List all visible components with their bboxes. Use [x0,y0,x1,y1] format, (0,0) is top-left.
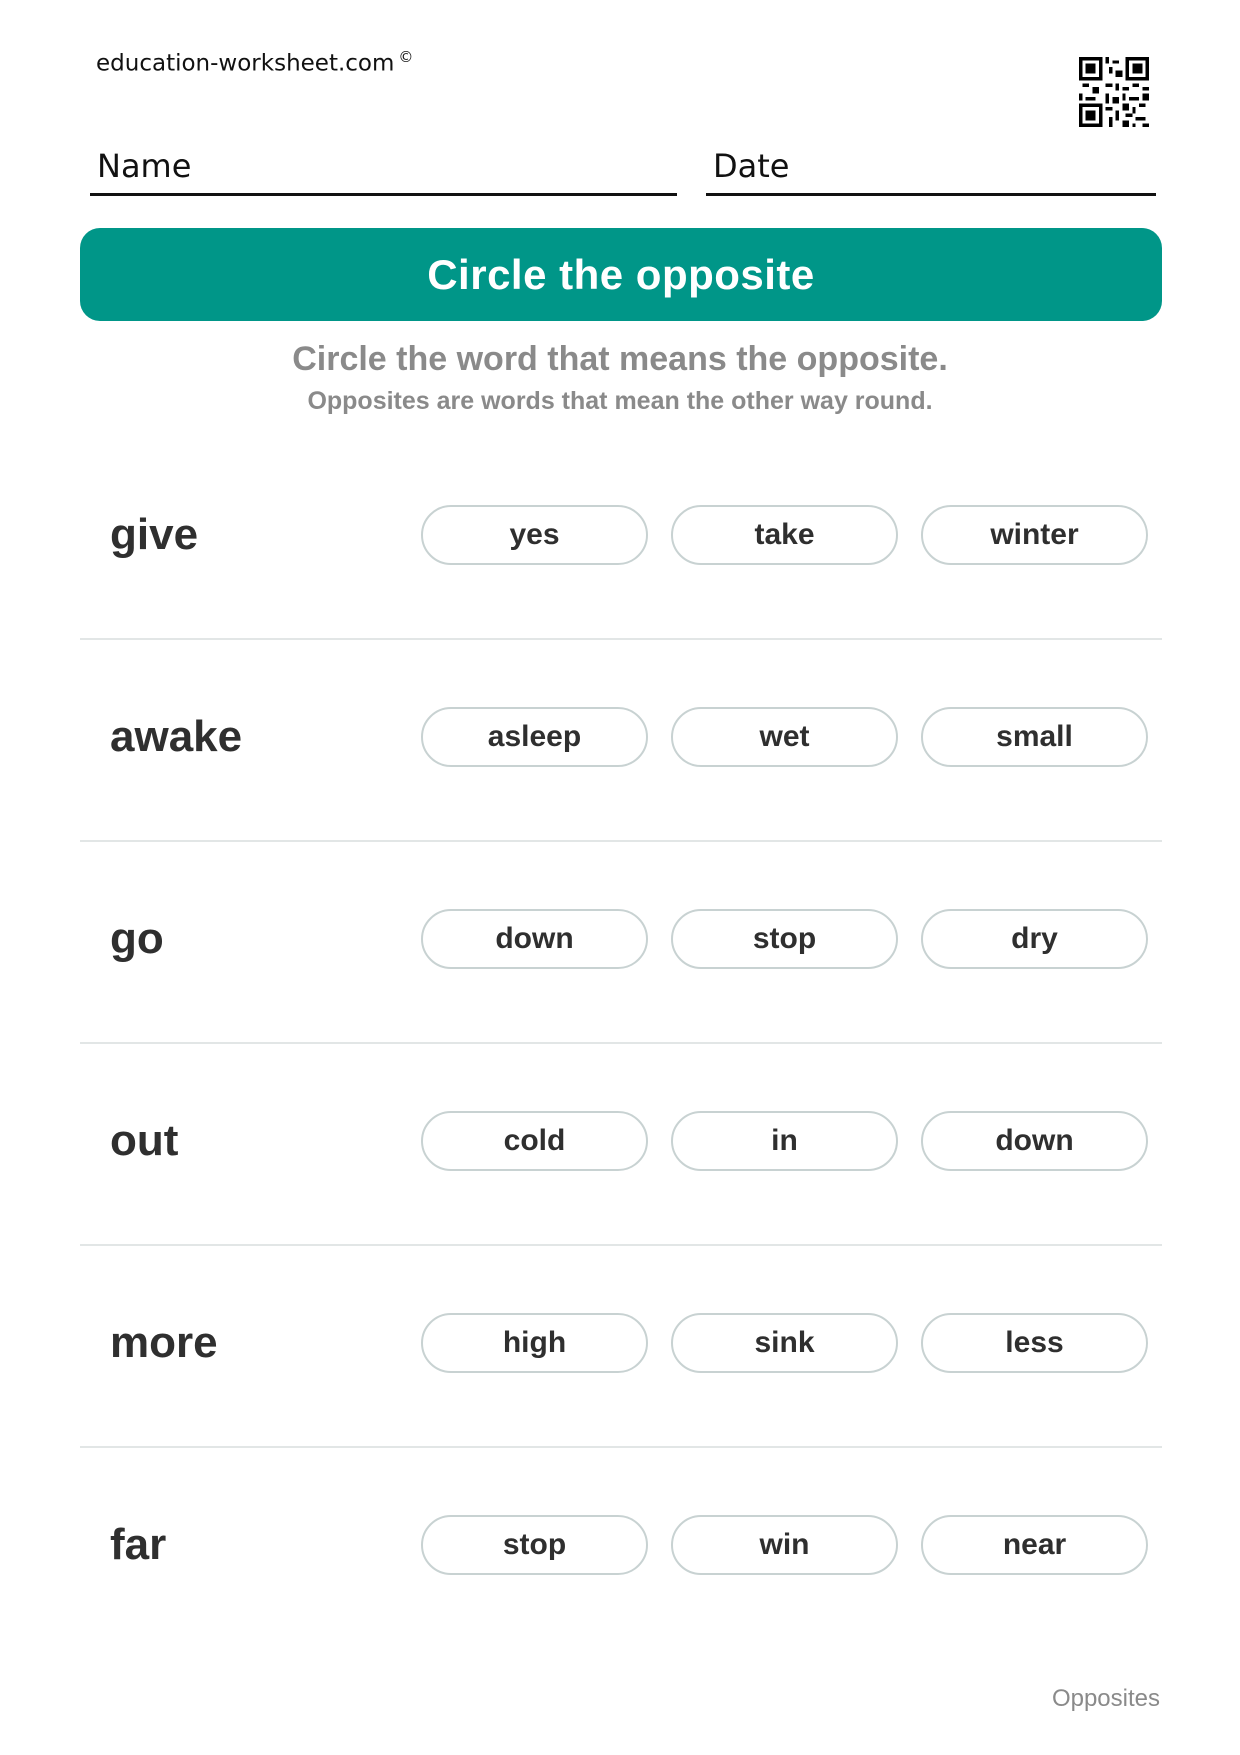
answer-option[interactable]: less [921,1313,1148,1373]
answer-option[interactable]: cold [421,1111,648,1171]
answer-option[interactable]: take [671,505,898,565]
question-row [80,842,1162,1044]
answer-option[interactable]: asleep [421,707,648,767]
question-row [80,438,1162,640]
name-label: Name [97,147,192,185]
answer-option[interactable]: stop [421,1515,648,1575]
question-row [80,1246,1162,1448]
answer-option[interactable]: win [671,1515,898,1575]
question-row [80,1448,1162,1648]
answer-option[interactable]: yes [421,505,648,565]
prompt-word: far [110,1520,167,1569]
site-credit [96,48,413,77]
answer-option[interactable]: down [921,1111,1148,1171]
prompt-word: more [110,1318,218,1367]
prompt-word: give [110,510,199,559]
answer-option[interactable]: down [421,909,648,969]
instruction-sub: Opposites are words that mean the other way round. [307,387,933,415]
question-row [80,640,1162,842]
footer-topic: Opposites [1051,1685,1160,1712]
answer-option[interactable]: sink [671,1313,898,1373]
answer-option[interactable]: small [921,707,1148,767]
question-list [80,438,1162,1648]
qr-code-icon [1079,57,1149,127]
answer-option[interactable]: stop [671,909,898,969]
date-label: Date [713,147,790,185]
prompt-word: go [110,914,164,963]
answer-option[interactable]: high [421,1313,648,1373]
answer-option[interactable]: dry [921,909,1148,969]
name-field[interactable] [90,143,677,196]
worksheet-title: Circle the opposite [427,250,815,298]
title-banner [80,228,1162,321]
answer-option[interactable]: in [671,1111,898,1171]
answer-option[interactable]: winter [921,505,1148,565]
prompt-word: awake [110,712,243,761]
question-row [80,1044,1162,1246]
instruction-main: Circle the word that means the opposite. [292,340,948,378]
site-name: education-worksheet.com [96,50,395,77]
date-field[interactable] [706,143,1156,196]
copyright-mark: © [398,48,414,66]
answer-option[interactable]: near [921,1515,1148,1575]
answer-option[interactable]: wet [671,707,898,767]
prompt-word: out [110,1116,179,1165]
